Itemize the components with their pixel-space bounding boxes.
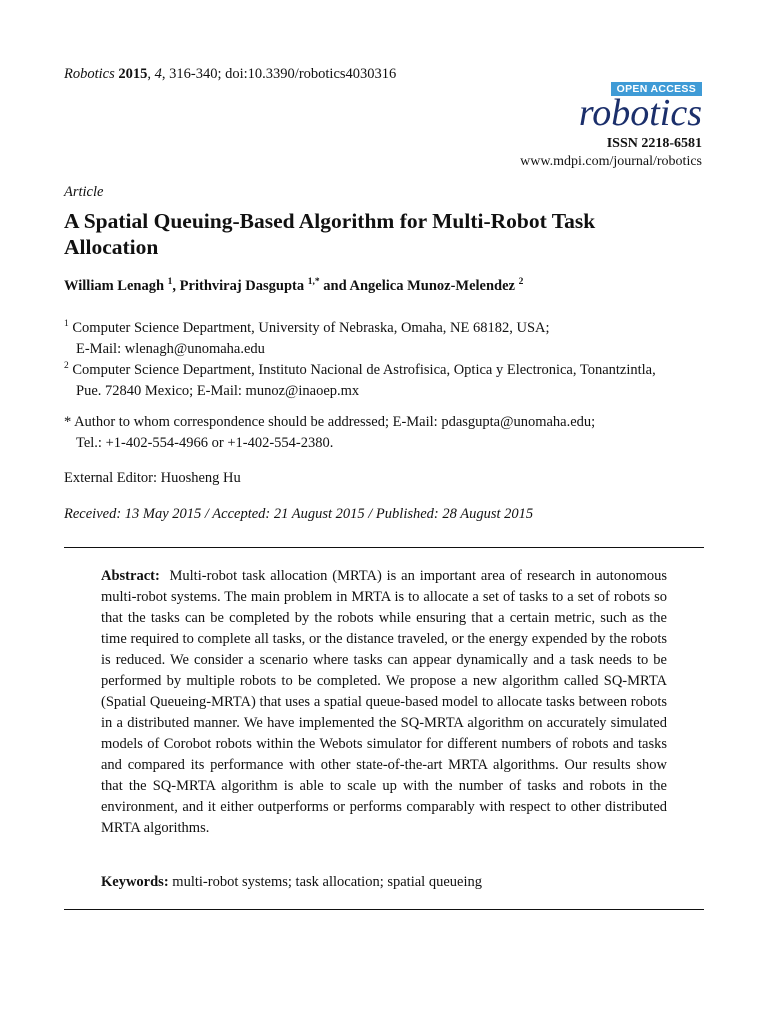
pages-doi: , 316-340; doi:10.3390/robotics4030316 [161,66,397,82]
affiliation-email: Pue. 72840 Mexico; E-Mail: munoz@inaoep.mx [76,382,360,399]
publication-dates: Received: 13 May 2015 / Accepted: 21 August 2015 / Published: 28 August 2015 [64,506,534,522]
article-type: Article [64,184,104,200]
journal-name: Robotics [64,66,115,82]
open-access-badge: OPEN ACCESS [611,82,702,96]
paper-title: A Spatial Queuing-Based Algorithm for Multi-Robot Task Allocation [64,209,596,260]
journal-volume: 4 [154,66,162,82]
affiliation-2 [64,356,714,402]
affiliation-text: Computer Science Department, University of Nebraska, Omaha, NE 68182, USA; [72,319,550,336]
affiliation-text: Computer Science Department, Instituto Nacional de Astrofisica, Optica y Electronica, Tonantzintla, [72,361,656,378]
affiliation-1 [64,314,714,360]
affiliation-mark: 2 [64,361,69,371]
abstract-label: Abstract: [101,568,160,584]
external-editor: External Editor: Huosheng Hu [64,470,241,486]
author-name: Prithviraj Dasgupta [179,277,305,294]
author-name: Angelica Munoz-Melendez [349,277,515,294]
keywords-label: Keywords: [101,874,169,890]
keywords [101,874,482,891]
correspondence-note [64,412,714,454]
author-name: William Lenagh [64,277,165,294]
affiliation-mark: 1 [64,319,69,329]
journal-url[interactable]: www.mdpi.com/journal/robotics [520,154,702,169]
issn: ISSN 2218-6581 [606,136,702,151]
author-mark: 1,* [307,277,320,287]
citation-line: Robotics 2015, 4, 316-340; doi:10.3390/robotics4030316 [64,66,397,82]
abstract [101,566,667,839]
author-list: William Lenagh $^1$, Prithviraj Dasgupta $^{1,*}$ and Angelica Munoz-Melendez $^2$ [64,277,524,294]
bottom-divider [64,909,704,910]
correspondence-line: * Author to whom correspondence should be addressed; E-Mail: pdasgupta@unomaha.edu; [64,414,596,430]
top-divider [64,547,704,548]
author-mark: 2 [518,277,524,287]
journal-logo: robotics [578,92,702,134]
keywords-text: multi-robot systems; task allocation; spatial queueing [172,874,482,890]
abstract-text: Multi-robot task allocation (MRTA) is an important area of research in autonomous multi-robot systems. The main problem in MRTA is to allocate a set of tasks to a set of robots so that the tasks can be completed by the robots while ensuring that a certain metric, such as the time required to complete all tasks, or the distance traveled, or the energy expended by the robots is reduced. We consider a scenario where tasks can appear dynamically and a task needs to be performed by multiple robots to be completed. We propose a new algorithm called SQ-MRTA (Spatial Queueing-MRTA) that uses a spatial queue-based model to allocate tasks between robots in a distributed manner. We have implemented the SQ-MRTA algorithm on accurately simulated models of Corobot robots within the Webots simulator for different numbers of robots and tasks and compared its performance with other state-of-the-art MRTA algorithms. Our results show that the SQ-MRTA algorithm is able to scale up with the number of tasks and robots in the environment, and it either outperforms or performs comparably with respect to other distributed MRTA algorithms. [101,568,668,836]
journal-year: 2015 [118,66,148,82]
affiliation-email: E-Mail: wlenagh@unomaha.edu [76,340,265,357]
author-mark: 1 [167,277,173,287]
correspondence-phone: Tel.: +1-402-554-4966 or +1-402-554-2380. [76,435,334,451]
